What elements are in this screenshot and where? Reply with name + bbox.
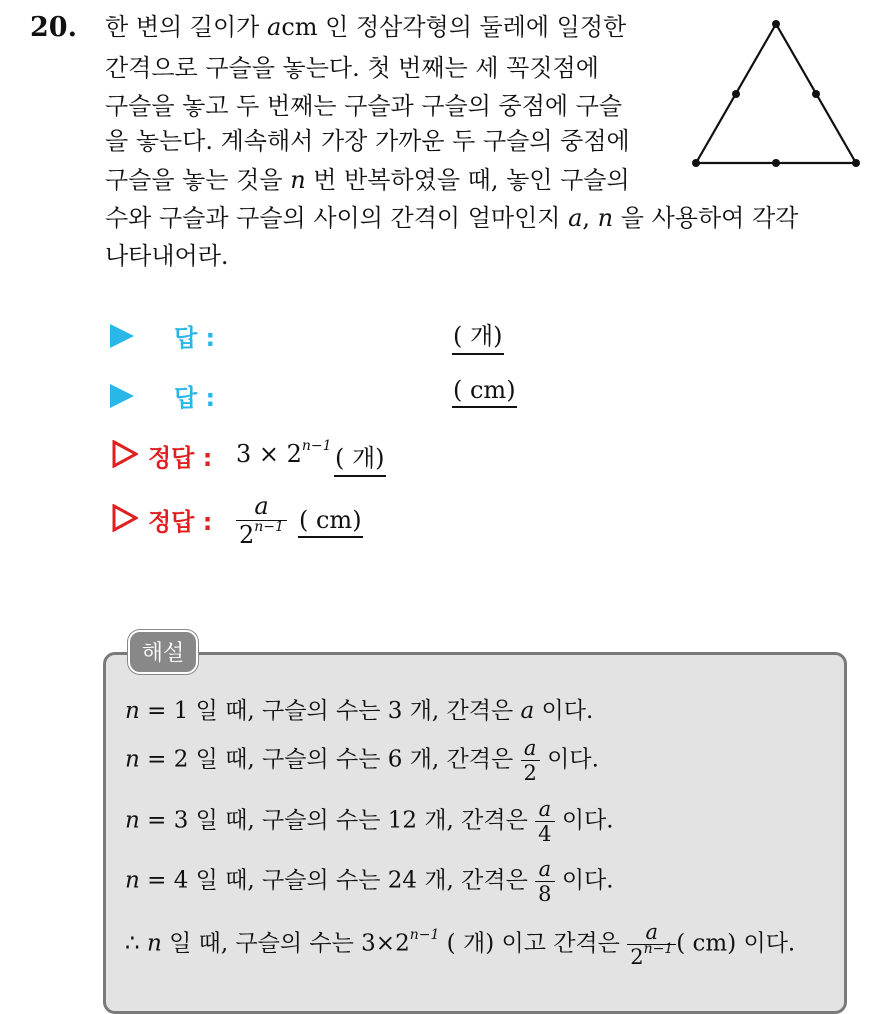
answer-row-1: [108, 316, 528, 356]
bead-midpoint-right: [812, 90, 820, 98]
correct-unit: ( 개): [334, 438, 386, 477]
question-line-3: 구슬을 놓고 두 번째는 구슬과 구슬의 중점에 구슬: [105, 92, 623, 120]
solution-tag: 해설: [128, 630, 198, 674]
solution-line-3: n = 3 일 때, 구슬의 수는 12 개, 간격은 $\frac{a}{4}$ 이다.: [125, 797, 614, 846]
solution-line-2: n = 2 일 때, 구슬의 수는 6 개, 간격은 $\frac{a}{2}$ 이다.: [125, 736, 599, 785]
answer-label: 답 :: [174, 324, 216, 352]
correct-label: 정답 :: [148, 444, 213, 472]
correct-unit: ( cm): [298, 506, 363, 538]
bead-vertex-left: [692, 159, 700, 167]
answer-label: 답 :: [174, 384, 216, 412]
solution-line-4: n = 4 일 때, 구슬의 수는 24 개, 간격은 $\frac{a}{8}$ 이다.: [125, 857, 614, 906]
bead-vertex-top: [772, 20, 780, 28]
question-line-1: 한 변의 길이가 acm 인 정삼각형의 둘레에 일정한: [105, 13, 627, 41]
question-line-2: 간격으로 구슬을 놓는다. 첫 번째는 세 꼭짓점에: [105, 54, 599, 82]
question-number: 20.: [30, 12, 77, 43]
outline-arrow-icon: [112, 504, 138, 532]
play-arrow-icon: [110, 324, 134, 348]
triangle-outline: [696, 24, 856, 163]
bead-midpoint-left: [732, 90, 740, 98]
correct-fraction: $\frac{a}{2^{n-1}}$: [236, 492, 287, 549]
correct-label: 정답 :: [148, 508, 213, 536]
solution-conclusion: ∴ n 일 때, 구슬의 수는 $3\times 2^{n-1}$ ( 개) 이고 간격은 $\frac{a}{2^{n-1}}$ ( cm) 이다.: [125, 920, 796, 969]
outline-arrow-icon: [112, 440, 138, 468]
question-line-5: 구슬을 놓는 것을 n 번 반복하였을 때, 놓인 구슬의: [105, 166, 630, 194]
bead-vertex-right: [852, 159, 860, 167]
question-line-6: 수와 구슬과 구슬의 사이의 간격이 얼마인지 a, n 을 사용하여 각각: [105, 204, 799, 232]
question-line-4: 을 놓는다. 계속해서 가장 가까운 두 구슬의 중점에: [105, 127, 630, 155]
answer-unit-field[interactable]: ( 개): [452, 316, 504, 355]
bead-midpoint-bottom: [772, 159, 780, 167]
answer-row-2: [108, 376, 528, 416]
play-arrow-icon: [110, 384, 134, 408]
correct-expression: $3 \times 2^{n-1}$: [236, 438, 332, 468]
solution-line-1: n = 1 일 때, 구슬의 수는 3 개, 간격은 a 이다.: [125, 698, 594, 724]
triangle-figure: [688, 18, 864, 168]
correct-row-2: [108, 492, 408, 552]
question-line-7: 나타내어라.: [105, 242, 229, 270]
correct-row-1: [108, 436, 408, 476]
answer-unit-field[interactable]: ( cm): [452, 376, 517, 408]
